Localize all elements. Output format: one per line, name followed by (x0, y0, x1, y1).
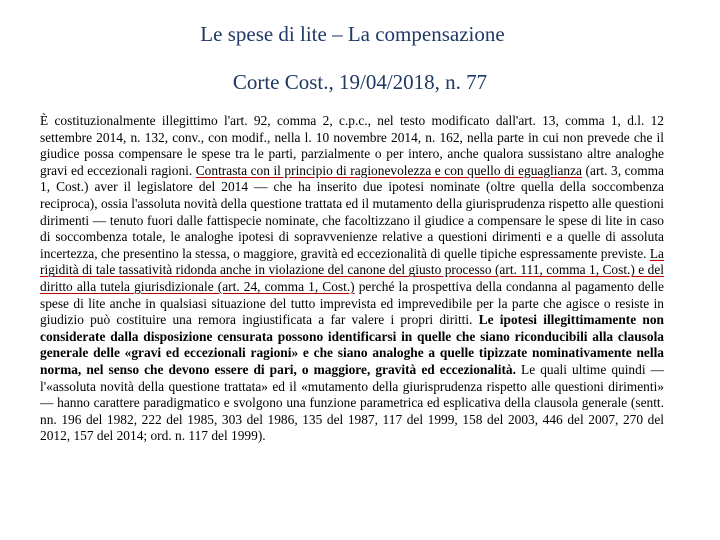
body-segment-2: (art. 3, comma 1, Cost.) aver il legislatore del 2014 — che ha inserito due ipotesi nominate (oltre quella della soccombenza reciproca), ossia l'assoluta novità della questione trattata ed il mutamento della giurisprudenza rispetto alle questioni dirimenti — tenuto fuori dalle fattispecie nominate, che facoltizzano il giudice a compensare le spese di lite in caso di soccombenza totale, le analoghe ipotesi di sopravvenienze relative a questioni dirimenti e a quelle di assoluta incertezza, che presentino la stessa, o maggiore, gravità ed eccezionalità di quelle tipiche espressamente previste. (40, 162, 664, 261)
body-segment-1: È costituzionalmente illegittimo l'art. 92, comma 2, c.p.c., nel testo modificato dall'art. 13, comma 1, d.l. 12 settembre 2014, n. 132, conv., con modif., nella l. 10 novembre 2014, n. 162, nella parte in cui non prevede che il giudice possa compensare le spese tra le parti, parzialmente o per intero, anche qualora sussistano altre analoghe gravi ed eccezionali ragioni. (40, 113, 664, 178)
slide-title: Le spese di lite – La compensazione (200, 22, 505, 46)
body-text (40, 113, 664, 445)
body-segment-3: perché la prospettiva della condanna al pagamento delle spese di lite anche in qualsiasi situazione del tutto imprevista ed imprevedibile per la parte che agisce o resiste in giudizio può costituire una remora ingiustificata a far valere i propri diritti. (40, 278, 665, 328)
body-bold-segment: Le ipotesi illegittimamente non considerate dalla disposizione censurata possono identificarsi in quelle che siano riconducibili alla clausola generale delle «gravi ed eccezionali ragioni» e che siano analoghe a quelle tipizzate nominativamente nella norma, nel senso che devono essere di pari, o maggiore, gravità ed eccezionalità. (40, 312, 664, 377)
body-segment-4: Le quali ultime quindi — l'«assoluta novità della questione trattata» ed il «mutamento della giurisprudenza rispetto alle questioni dirimenti» — hanno carattere paradigmatico e svolgono una funzione parametrica ed esplicativa della clausola generale (sentt. nn. 196 del 1982, 222 del 1985, 303 del 1986, 135 del 1987, 117 del 1999, 158 del 2003, 446 del 2007, 270 del 2012, 157 del 2014; ord. n. 117 del 1999). (40, 361, 664, 444)
body-underlined-segment-2: La rigidità di tale tassatività ridonda anche in violazione del canone del giusto processo (art. 111, comma 1, Cost.) e del diritto alla tutela giurisdizionale (art. 24, comma 1, Cost.) (40, 245, 664, 294)
slide-subtitle: Corte Cost., 19/04/2018, n. 77 (232, 70, 488, 94)
body-underlined-segment-1: Contrasta con il principio di ragionevolezza e con quello di eguaglianza (195, 162, 583, 178)
